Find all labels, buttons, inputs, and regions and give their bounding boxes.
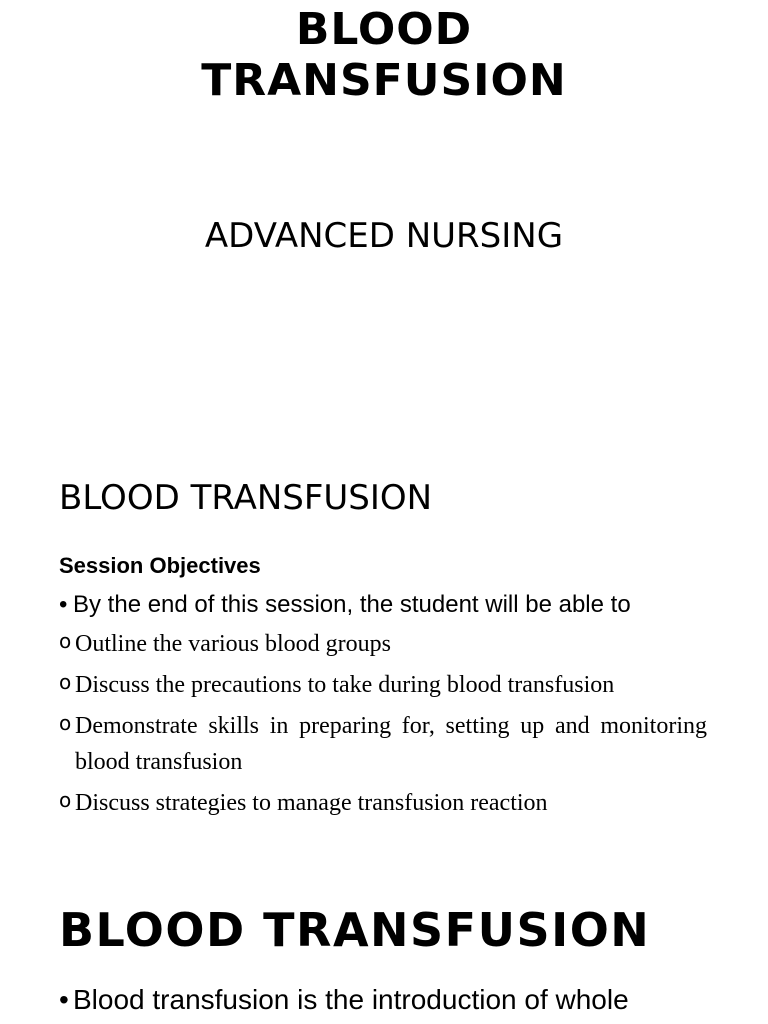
slide-title xyxy=(0,4,768,106)
list-item xyxy=(59,667,707,703)
objective-text: Discuss strategies to manage transfusion reaction xyxy=(75,790,548,816)
slide-subtitle: ADVANCED NURSING xyxy=(204,216,564,256)
slide-title: BLOOD TRANSFUSION xyxy=(59,478,433,518)
circle-bullet-icon: o xyxy=(59,670,72,694)
circle-bullet-icon: o xyxy=(59,788,72,812)
definition-bullet xyxy=(59,982,719,1018)
circle-bullet-icon: o xyxy=(59,629,72,653)
objective-text: Discuss the precautions to take during blood transfusion xyxy=(75,672,615,698)
list-item xyxy=(59,708,707,780)
bullet-marker: • xyxy=(59,591,68,618)
objectives-list xyxy=(59,626,707,826)
circle-bullet-icon: o xyxy=(59,711,72,735)
section-heading: Session Objectives xyxy=(59,553,261,578)
objective-text: Outline the various blood groups xyxy=(75,631,391,657)
slide-title: BLOOD TRANSFUSION xyxy=(59,903,651,957)
title-line-1: BLOOD xyxy=(295,4,473,55)
title-line-2: TRANSFUSION xyxy=(201,55,567,106)
definition-text: Blood transfusion is the introduction of whole xyxy=(73,984,629,1015)
objectives-slide xyxy=(0,460,768,880)
title-slide xyxy=(0,0,768,460)
list-item xyxy=(59,785,707,821)
intro-text: By the end of this session, the student will be able to xyxy=(73,591,631,618)
intro-bullet xyxy=(59,590,719,620)
bullet-marker: • xyxy=(59,984,69,1015)
objective-text: Demonstrate skills in preparing for, setting up and monitoring blood transfusion xyxy=(75,713,707,775)
list-item xyxy=(59,626,707,662)
definition-slide xyxy=(0,880,768,1024)
